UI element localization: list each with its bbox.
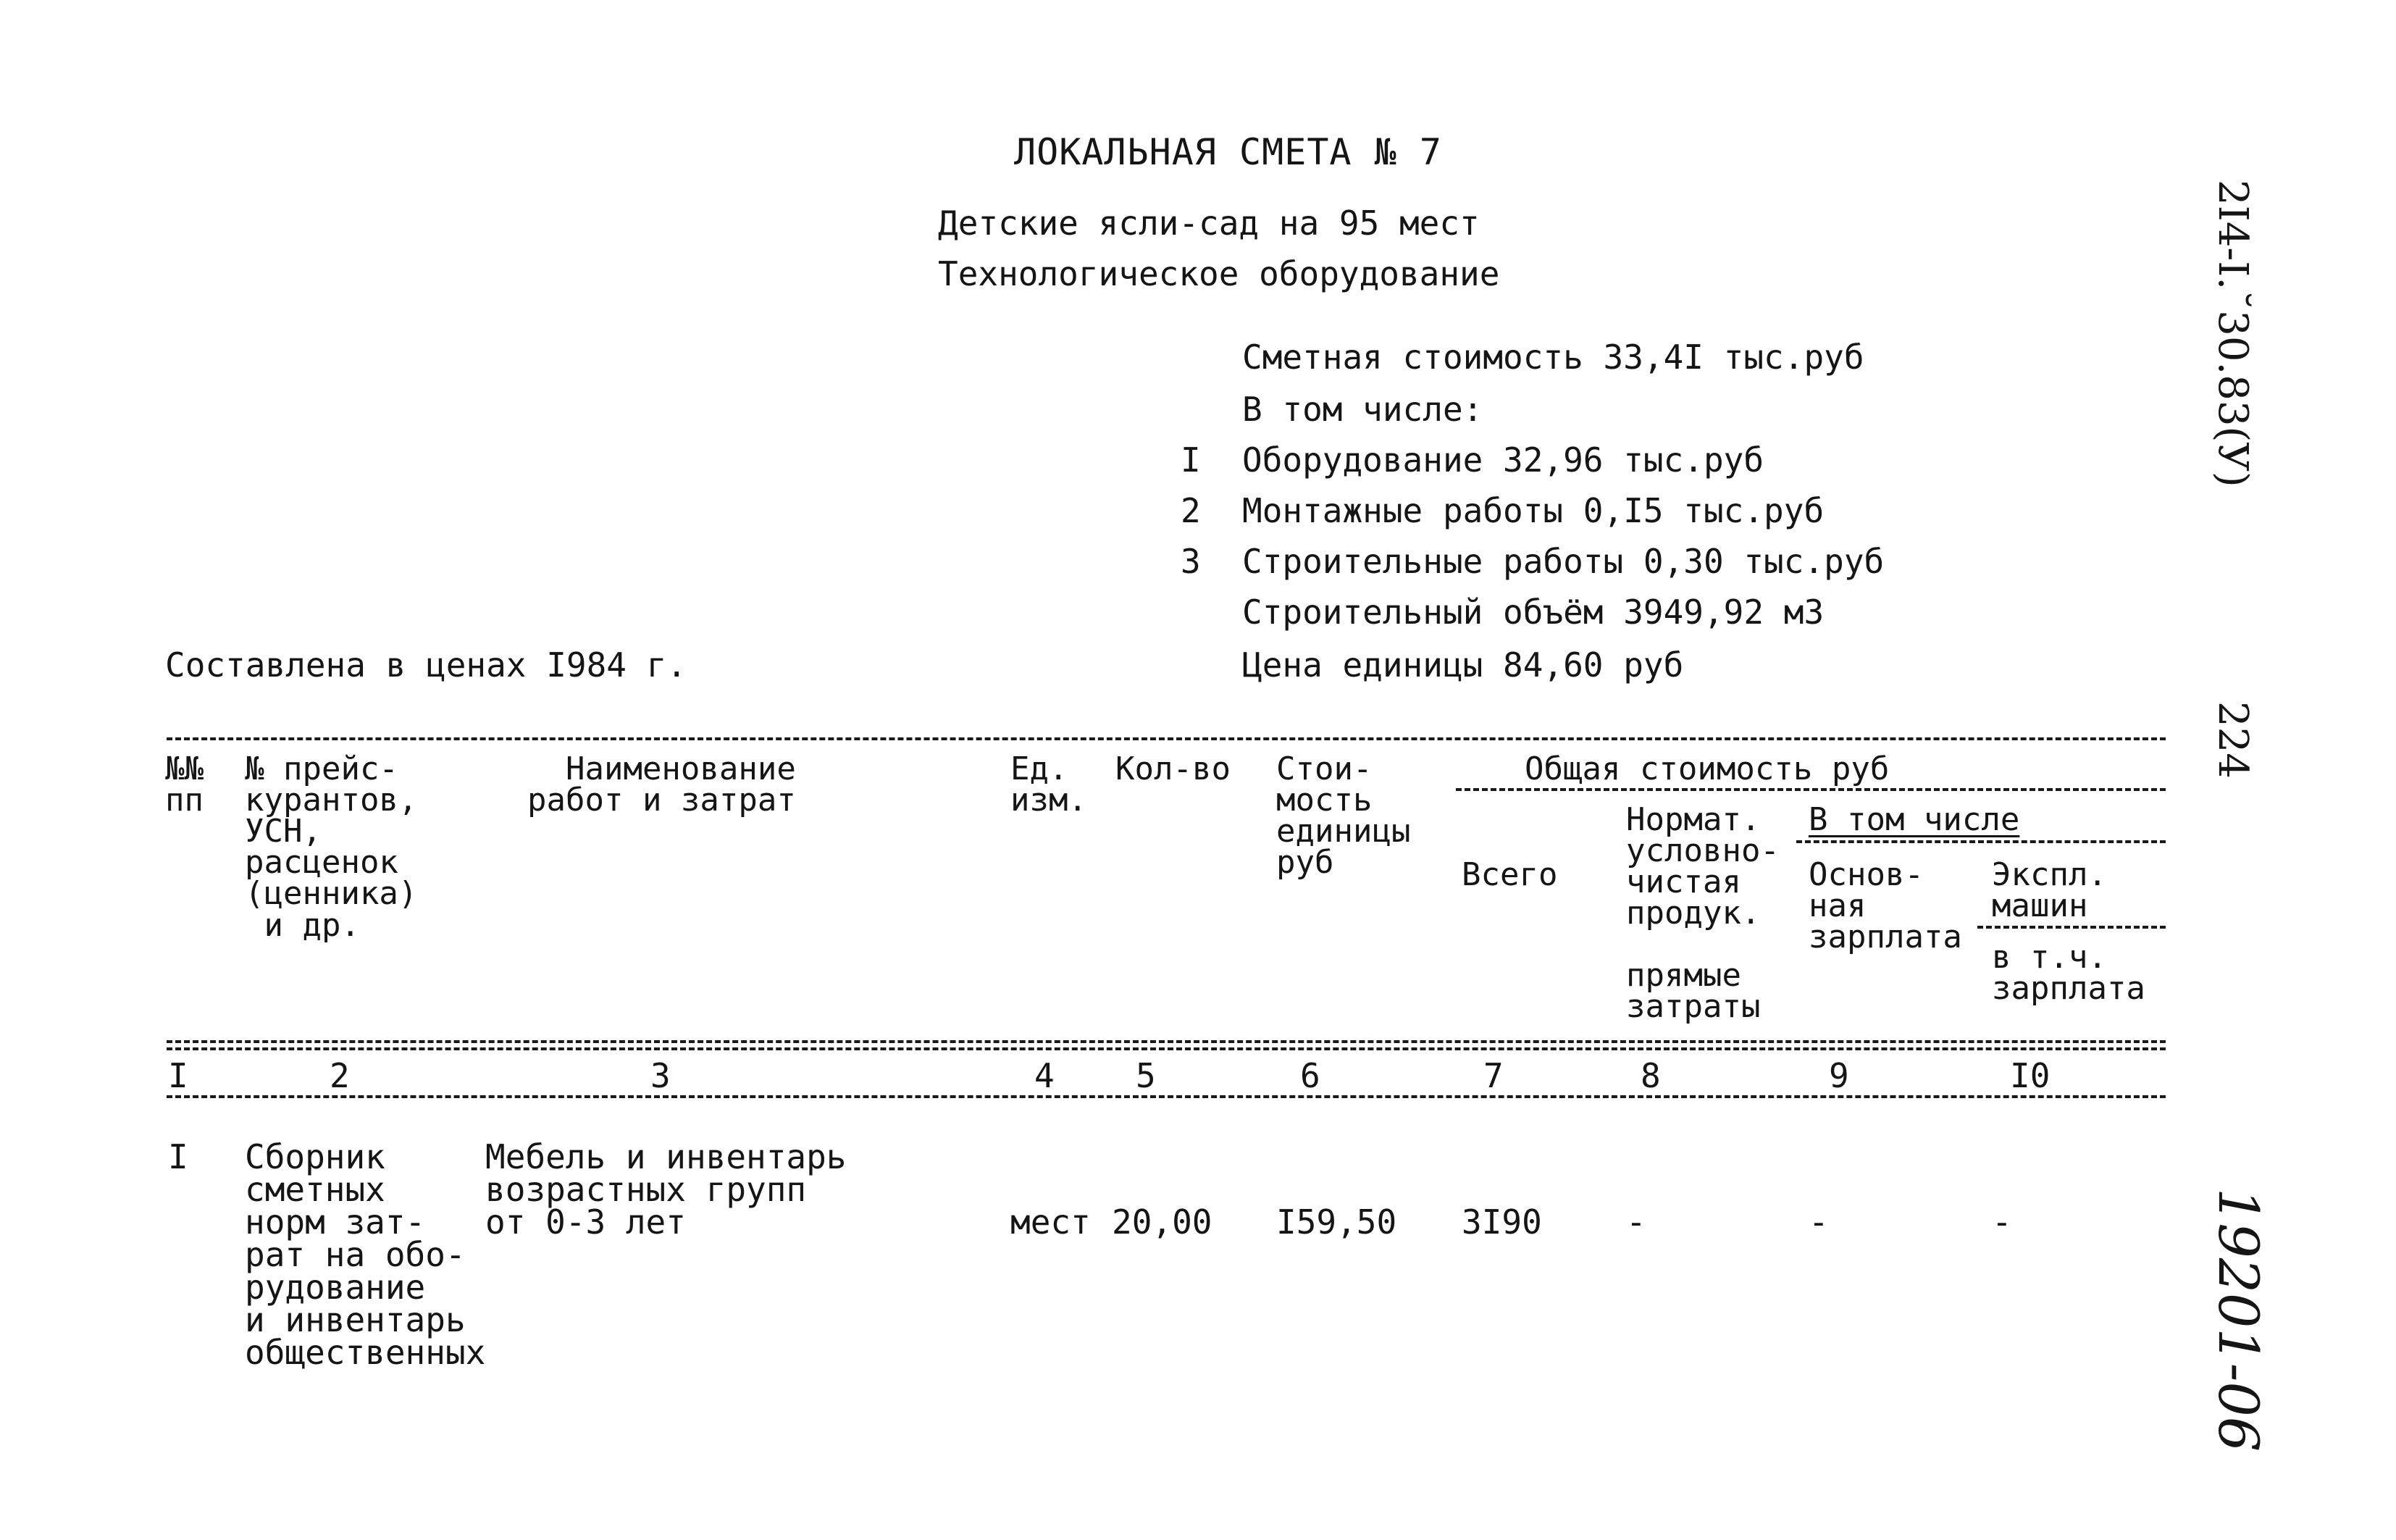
column-number-1: I (168, 1056, 188, 1095)
column-number-2: 2 (330, 1056, 350, 1095)
object-name: Детские ясли-сад на 95 мест (938, 204, 1480, 243)
table-top-rule (167, 737, 2166, 740)
header-work-name: Наименование работ и затрат (527, 750, 796, 819)
page-number: 224 (2209, 701, 2256, 779)
row-unit-cost: I59,50 (1276, 1202, 1397, 1242)
prices-note: Составлена в ценах I984 г. (165, 645, 687, 685)
column-number-4: 4 (1034, 1056, 1055, 1095)
column-number-10: I0 (2010, 1056, 2051, 1095)
document-title: ЛОКАЛЬНАЯ СМЕТА № 7 (1014, 131, 1442, 173)
including-label: В том числе: (1242, 390, 1483, 429)
summary-item-number: 3 (1181, 542, 1201, 581)
row-number: I (168, 1137, 188, 1176)
header-price-list: № прейс- курантов, УСН, расценок (ценника) и др. (245, 750, 418, 944)
column-number-3: 3 (650, 1056, 671, 1095)
column-number-7: 7 (1483, 1056, 1504, 1095)
row-normative: - (1626, 1202, 1646, 1242)
unit-price: Цена единицы 84,60 руб (1242, 645, 1684, 685)
column-number-9: 9 (1829, 1056, 1849, 1095)
row-machines: - (1992, 1202, 2012, 1242)
header-unit: Ед. изм. (1010, 750, 1087, 819)
header-quantity: Кол-во (1115, 750, 1231, 787)
machines-rule (1977, 926, 2166, 929)
header-including-group: В том числе (1809, 801, 2020, 838)
incl-rule (1796, 840, 2166, 843)
row-reference: Сборник сметных норм зат- рат на обо- рудование и инвентарь общественных (245, 1137, 486, 1373)
summary-item-number: I (1181, 440, 1201, 480)
section-name: Технологическое оборудование (938, 254, 1500, 293)
header-direct-costs: прямые затраты (1626, 957, 1761, 1026)
row-salary: - (1809, 1202, 1829, 1242)
group-rule (1456, 788, 2166, 791)
archive-stamp: 19201-06 (2206, 1188, 2271, 1452)
row-quantity: 20,00 (1112, 1202, 1212, 1242)
estimated-cost: Сметная стоимость 33,4I тыс.руб (1242, 338, 1864, 377)
column-number-5: 5 (1136, 1056, 1156, 1095)
row-name: Мебель и инвентарь возрастных групп от 0-3 лет (485, 1137, 847, 1242)
summary-item-construction: Строительные работы 0,30 тыс.руб (1242, 542, 1885, 581)
header-bottom-rule (167, 1040, 2166, 1043)
summary-item-installation: Монтажные работы 0,I5 тыс.руб (1242, 491, 1825, 530)
document-code: 2I4-I.˘30.83(У) (2209, 180, 2256, 487)
header-normative-product: Нормат. условно- чистая продук. (1626, 801, 1780, 932)
summary-item-equipment: Оборудование 32,96 тыс.руб (1242, 440, 1764, 480)
row-total: 3I90 (1462, 1202, 1542, 1242)
summary-item-number: 2 (1181, 491, 1201, 530)
building-volume: Строительный объём 3949,92 м3 (1242, 593, 1825, 632)
header-bottom-rule-2 (167, 1047, 2166, 1050)
colnum-bottom-rule (167, 1095, 2166, 1098)
header-row-number: №№ пп (165, 750, 204, 819)
header-unit-cost: Стои- мость единицы руб (1276, 750, 1411, 882)
header-incl-salary: в т.ч. зарплата (1992, 939, 2145, 1008)
header-total: Всего (1462, 856, 1558, 893)
header-total-cost-group: Общая стоимость руб (1525, 750, 1890, 787)
column-number-6: 6 (1300, 1056, 1320, 1095)
header-base-salary: Основ- ная зарплата (1809, 856, 1962, 956)
header-machine-operation: Экспл. машин (1992, 856, 2107, 925)
row-unit: мест (1010, 1202, 1091, 1242)
column-number-8: 8 (1641, 1056, 1661, 1095)
